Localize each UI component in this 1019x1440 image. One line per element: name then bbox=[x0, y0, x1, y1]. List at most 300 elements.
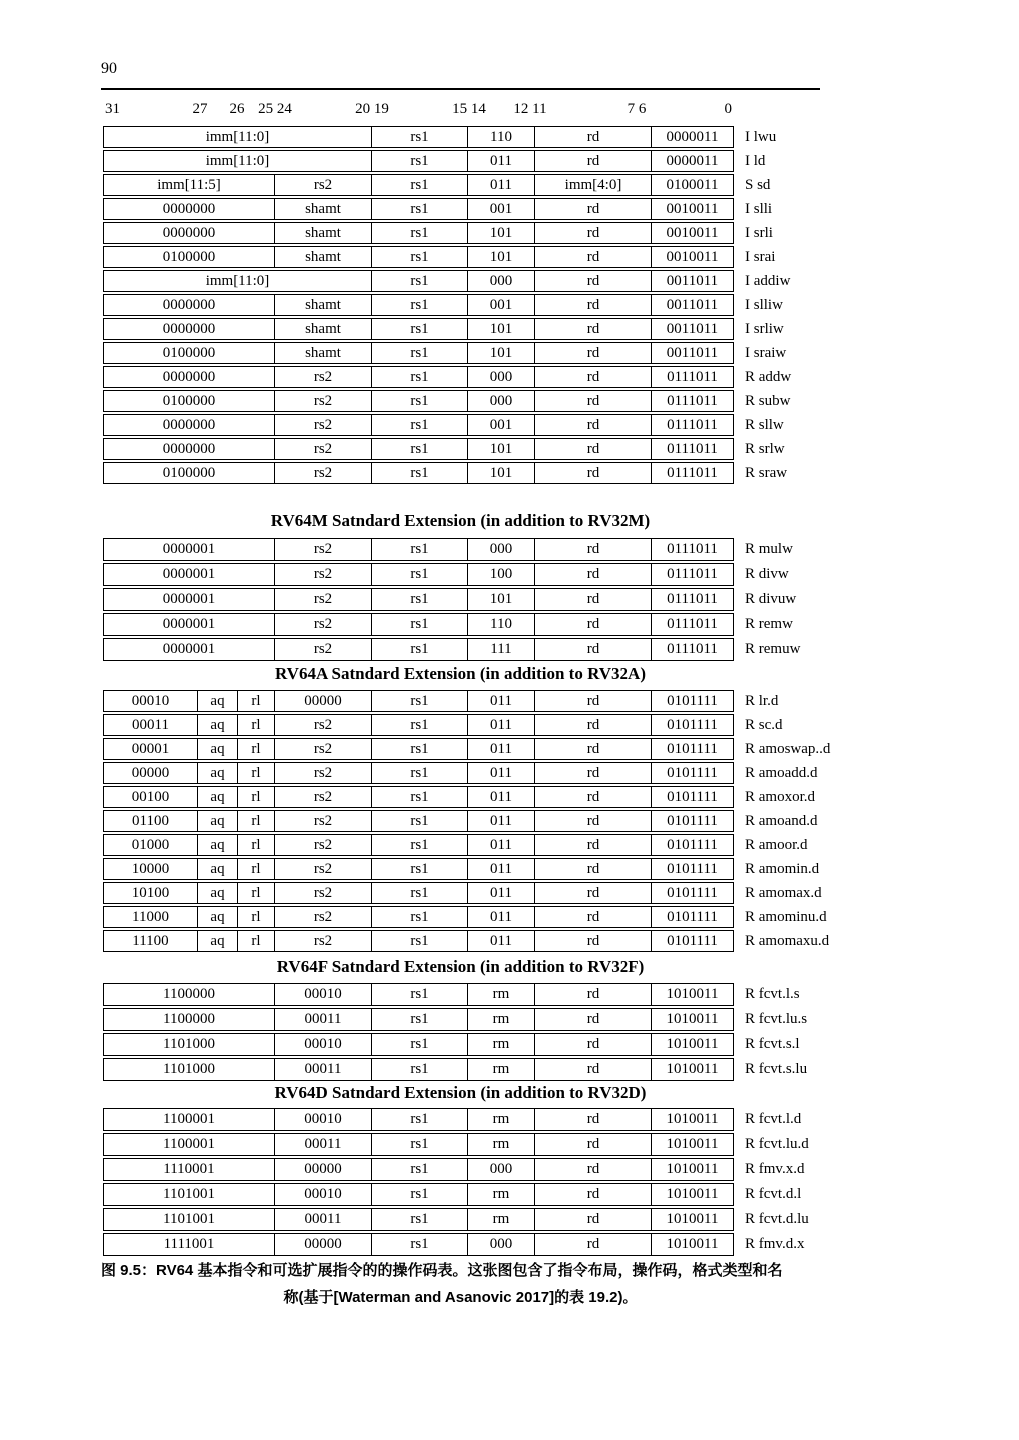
field-cell: rs1 bbox=[372, 810, 468, 832]
field-cell: rs1 bbox=[372, 390, 468, 412]
field-cell: 00010 bbox=[275, 1183, 372, 1206]
instruction-row bbox=[103, 588, 954, 611]
instruction-label: R fcvt.l.s bbox=[745, 986, 800, 1002]
field-cell: aq bbox=[198, 714, 238, 736]
field-cell: 101 bbox=[468, 588, 535, 611]
field-cell: 110 bbox=[468, 613, 535, 636]
field-cell: rd bbox=[535, 1233, 652, 1256]
field-cell: rs2 bbox=[275, 786, 372, 808]
instruction-row bbox=[103, 1008, 954, 1031]
instruction-label: I srai bbox=[745, 248, 776, 265]
instruction-row bbox=[103, 738, 954, 760]
field-cell: 00011 bbox=[275, 1208, 372, 1231]
field-cell: rs1 bbox=[372, 588, 468, 611]
field-cell: 0000001 bbox=[103, 588, 275, 611]
field-cell: 0101111 bbox=[652, 738, 734, 760]
instruction-row bbox=[103, 390, 954, 412]
field-cell: imm[11:5] bbox=[103, 174, 275, 196]
field-cell: rs2 bbox=[275, 366, 372, 388]
field-cell: rs1 bbox=[372, 270, 468, 292]
field-cell: rm bbox=[468, 1133, 535, 1156]
instruction-row bbox=[103, 1108, 954, 1131]
field-cell: shamt bbox=[275, 222, 372, 244]
instruction-label: R fcvt.lu.s bbox=[745, 1011, 808, 1027]
field-cell: rs2 bbox=[275, 638, 372, 661]
instruction-label: R amoand.d bbox=[745, 812, 818, 829]
field-cell: rl bbox=[238, 714, 275, 736]
instruction-row bbox=[103, 1133, 954, 1156]
field-cell: 0000001 bbox=[103, 563, 275, 586]
field-cell: 101 bbox=[468, 462, 535, 484]
field-cell: rs2 bbox=[275, 174, 372, 196]
field-cell: 1101001 bbox=[103, 1208, 275, 1231]
field-cell: 000 bbox=[468, 270, 535, 292]
instruction-label: R amomaxu.d bbox=[745, 932, 830, 949]
field-cell: rs1 bbox=[372, 414, 468, 436]
field-cell: 0111011 bbox=[652, 538, 734, 561]
instruction-label: I srli bbox=[745, 224, 773, 241]
field-cell: 101 bbox=[468, 438, 535, 460]
field-cell: aq bbox=[198, 834, 238, 856]
instruction-label: R divw bbox=[745, 566, 789, 582]
field-cell: 1101000 bbox=[103, 1058, 275, 1081]
field-cell: rs1 bbox=[372, 438, 468, 460]
field-cell: rm bbox=[468, 1058, 535, 1081]
field-cell: 00010 bbox=[275, 1108, 372, 1131]
field-cell: rs2 bbox=[275, 930, 372, 952]
instruction-row bbox=[103, 246, 954, 268]
field-cell: 0101111 bbox=[652, 810, 734, 832]
bit-label-15-14: 15 14 bbox=[452, 101, 486, 117]
instruction-row bbox=[103, 438, 954, 460]
field-cell: rd bbox=[535, 390, 652, 412]
field-cell: 00000 bbox=[103, 762, 198, 784]
instruction-row bbox=[103, 1058, 954, 1081]
instruction-row bbox=[103, 1033, 954, 1056]
bit-position-header bbox=[103, 101, 734, 123]
instruction-label: S sd bbox=[745, 176, 771, 193]
instruction-row bbox=[103, 462, 954, 484]
section-title-rv64m: RV64M Satndard Extension (in addition to RV32M) bbox=[270, 511, 651, 530]
field-cell: imm[11:0] bbox=[103, 126, 372, 148]
field-cell: 0010011 bbox=[652, 222, 734, 244]
instruction-label: R sc.d bbox=[745, 716, 783, 733]
figure-caption bbox=[101, 1259, 820, 1310]
header-rule bbox=[101, 88, 820, 90]
field-cell: aq bbox=[198, 738, 238, 760]
instruction-row bbox=[103, 762, 954, 784]
instruction-label: R mulw bbox=[745, 541, 793, 557]
instruction-label: R srlw bbox=[745, 440, 785, 457]
field-cell: rd bbox=[535, 638, 652, 661]
field-cell: rs1 bbox=[372, 983, 468, 1006]
field-cell: rs1 bbox=[372, 906, 468, 928]
field-cell: 001 bbox=[468, 294, 535, 316]
field-cell: rs1 bbox=[372, 834, 468, 856]
field-cell: rl bbox=[238, 906, 275, 928]
field-cell: 0101111 bbox=[652, 834, 734, 856]
field-cell: imm[11:0] bbox=[103, 150, 372, 172]
field-cell: 0000001 bbox=[103, 538, 275, 561]
field-cell: rs1 bbox=[372, 294, 468, 316]
instruction-label: R remuw bbox=[745, 641, 801, 657]
field-cell: 0011011 bbox=[652, 342, 734, 364]
field-cell: rs2 bbox=[275, 762, 372, 784]
bit-label-12-11: 12 11 bbox=[513, 101, 547, 117]
field-cell: rs1 bbox=[372, 126, 468, 148]
field-cell: 000 bbox=[468, 1233, 535, 1256]
field-cell: 0111011 bbox=[652, 438, 734, 460]
field-cell: rd bbox=[535, 613, 652, 636]
field-cell: rs1 bbox=[372, 1033, 468, 1056]
instruction-row bbox=[103, 1208, 954, 1231]
field-cell: rm bbox=[468, 1208, 535, 1231]
field-cell: rd bbox=[535, 1183, 652, 1206]
field-cell: 0101111 bbox=[652, 786, 734, 808]
field-cell: rs2 bbox=[275, 858, 372, 880]
bit-label-20-19: 20 19 bbox=[355, 101, 389, 117]
field-cell: rs1 bbox=[372, 150, 468, 172]
field-cell: shamt bbox=[275, 342, 372, 364]
field-cell: 0011011 bbox=[652, 270, 734, 292]
field-cell: 00010 bbox=[275, 983, 372, 1006]
instruction-label: I lwu bbox=[745, 128, 777, 145]
instruction-row bbox=[103, 150, 954, 172]
field-cell: rs1 bbox=[372, 690, 468, 712]
field-cell: rm bbox=[468, 1008, 535, 1031]
field-cell: 1110001 bbox=[103, 1158, 275, 1181]
instruction-row bbox=[103, 906, 954, 928]
instruction-label: I sraiw bbox=[745, 344, 787, 361]
field-cell: 0101111 bbox=[652, 882, 734, 904]
field-cell: rd bbox=[535, 318, 652, 340]
field-cell: 0011011 bbox=[652, 318, 734, 340]
field-cell: rd bbox=[535, 834, 652, 856]
field-cell: 01100 bbox=[103, 810, 198, 832]
field-cell: rd bbox=[535, 342, 652, 364]
field-cell: 00010 bbox=[275, 1033, 372, 1056]
instruction-row bbox=[103, 366, 954, 388]
field-cell: 0100011 bbox=[652, 174, 734, 196]
field-cell: 0100000 bbox=[103, 390, 275, 412]
field-cell: rl bbox=[238, 738, 275, 760]
field-cell: rs1 bbox=[372, 366, 468, 388]
instruction-label: R lr.d bbox=[745, 692, 779, 709]
field-cell: rs1 bbox=[372, 882, 468, 904]
field-cell: 101 bbox=[468, 222, 535, 244]
base-instruction-table bbox=[103, 126, 954, 486]
field-cell: 011 bbox=[468, 930, 535, 952]
instruction-label: R subw bbox=[745, 392, 791, 409]
instruction-label: I slliw bbox=[745, 296, 783, 313]
field-cell: rd bbox=[535, 563, 652, 586]
field-cell: 011 bbox=[468, 738, 535, 760]
field-cell: rd bbox=[535, 538, 652, 561]
field-cell: 1101000 bbox=[103, 1033, 275, 1056]
field-cell: 00011 bbox=[103, 714, 198, 736]
field-cell: 1010011 bbox=[652, 1208, 734, 1231]
field-cell: 001 bbox=[468, 198, 535, 220]
instruction-row bbox=[103, 563, 954, 586]
field-cell: rd bbox=[535, 246, 652, 268]
field-cell: 0000000 bbox=[103, 318, 275, 340]
field-cell: 0111011 bbox=[652, 638, 734, 661]
bit-label-27: 27 bbox=[192, 101, 208, 117]
field-cell: 0101111 bbox=[652, 858, 734, 880]
field-cell: rs1 bbox=[372, 1208, 468, 1231]
instruction-label: R amoxor.d bbox=[745, 788, 815, 805]
field-cell: 000 bbox=[468, 366, 535, 388]
field-cell: 11100 bbox=[103, 930, 198, 952]
field-cell: aq bbox=[198, 690, 238, 712]
instruction-label: R fmv.x.d bbox=[745, 1161, 805, 1177]
instruction-label: R divuw bbox=[745, 591, 797, 607]
field-cell: 0111011 bbox=[652, 563, 734, 586]
field-cell: imm[4:0] bbox=[535, 174, 652, 196]
field-cell: 101 bbox=[468, 318, 535, 340]
instruction-row bbox=[103, 414, 954, 436]
field-cell: rd bbox=[535, 690, 652, 712]
field-cell: 0100000 bbox=[103, 246, 275, 268]
field-cell: 000 bbox=[468, 1158, 535, 1181]
field-cell: rs1 bbox=[372, 1108, 468, 1131]
field-cell: rs1 bbox=[372, 762, 468, 784]
field-cell: 011 bbox=[468, 714, 535, 736]
field-cell: rs1 bbox=[372, 1158, 468, 1181]
field-cell: shamt bbox=[275, 198, 372, 220]
instruction-label: R fcvt.d.l bbox=[745, 1186, 802, 1202]
field-cell: 00011 bbox=[275, 1058, 372, 1081]
instruction-row bbox=[103, 638, 954, 661]
instruction-label: R fcvt.d.lu bbox=[745, 1211, 809, 1227]
field-cell: aq bbox=[198, 882, 238, 904]
field-cell: 000 bbox=[468, 538, 535, 561]
field-cell: 0111011 bbox=[652, 414, 734, 436]
field-cell: 0111011 bbox=[652, 588, 734, 611]
field-cell: 0000001 bbox=[103, 638, 275, 661]
instruction-label: R amominu.d bbox=[745, 908, 827, 925]
field-cell: rs1 bbox=[372, 1133, 468, 1156]
field-cell: 011 bbox=[468, 150, 535, 172]
instruction-label: R fmv.d.x bbox=[745, 1236, 805, 1252]
field-cell: 1010011 bbox=[652, 1183, 734, 1206]
field-cell: rs1 bbox=[372, 538, 468, 561]
field-cell: rs2 bbox=[275, 588, 372, 611]
field-cell: 0011011 bbox=[652, 294, 734, 316]
instruction-row bbox=[103, 538, 954, 561]
instruction-row bbox=[103, 810, 954, 832]
field-cell: rs1 bbox=[372, 342, 468, 364]
instruction-label: I addiw bbox=[745, 272, 791, 289]
instruction-row bbox=[103, 198, 954, 220]
field-cell: rd bbox=[535, 198, 652, 220]
field-cell: 0000001 bbox=[103, 613, 275, 636]
field-cell: rl bbox=[238, 810, 275, 832]
field-cell: 00000 bbox=[275, 1158, 372, 1181]
field-cell: rd bbox=[535, 882, 652, 904]
field-cell: 1101001 bbox=[103, 1183, 275, 1206]
field-cell: rs2 bbox=[275, 563, 372, 586]
field-cell: 001 bbox=[468, 414, 535, 436]
field-cell: rl bbox=[238, 930, 275, 952]
instruction-label: R amomax.d bbox=[745, 884, 822, 901]
field-cell: rs2 bbox=[275, 414, 372, 436]
field-cell: rs2 bbox=[275, 613, 372, 636]
field-cell: 10100 bbox=[103, 882, 198, 904]
instruction-label: R fcvt.s.lu bbox=[745, 1061, 808, 1077]
field-cell: 011 bbox=[468, 174, 535, 196]
instruction-row bbox=[103, 714, 954, 736]
field-cell: 011 bbox=[468, 906, 535, 928]
field-cell: rs1 bbox=[372, 1008, 468, 1031]
field-cell: rs1 bbox=[372, 222, 468, 244]
field-cell: 1010011 bbox=[652, 1233, 734, 1256]
field-cell: 011 bbox=[468, 858, 535, 880]
instruction-row bbox=[103, 983, 954, 1006]
field-cell: rs2 bbox=[275, 834, 372, 856]
instruction-row bbox=[103, 318, 954, 340]
instruction-row bbox=[103, 1233, 954, 1256]
field-cell: rs2 bbox=[275, 538, 372, 561]
field-cell: rd bbox=[535, 588, 652, 611]
field-cell: rl bbox=[238, 786, 275, 808]
field-cell: 1100000 bbox=[103, 983, 275, 1006]
field-cell: rs1 bbox=[372, 318, 468, 340]
section-title-rv64d: RV64D Satndard Extension (in addition to RV32D) bbox=[274, 1083, 647, 1102]
field-cell: rs1 bbox=[372, 462, 468, 484]
field-cell: 0101111 bbox=[652, 930, 734, 952]
rv64a-table bbox=[103, 690, 954, 954]
instruction-row bbox=[103, 126, 954, 148]
field-cell: rm bbox=[468, 1183, 535, 1206]
field-cell: rd bbox=[535, 1208, 652, 1231]
field-cell: 011 bbox=[468, 810, 535, 832]
instruction-row bbox=[103, 1158, 954, 1181]
field-cell: rd bbox=[535, 786, 652, 808]
field-cell: rs1 bbox=[372, 198, 468, 220]
field-cell: rs1 bbox=[372, 174, 468, 196]
field-cell: 0111011 bbox=[652, 390, 734, 412]
field-cell: rs1 bbox=[372, 714, 468, 736]
field-cell: rd bbox=[535, 150, 652, 172]
rv64d-table bbox=[103, 1108, 954, 1258]
field-cell: rm bbox=[468, 1033, 535, 1056]
field-cell: aq bbox=[198, 930, 238, 952]
field-cell: 00011 bbox=[275, 1008, 372, 1031]
instruction-row bbox=[103, 1183, 954, 1206]
field-cell: 011 bbox=[468, 882, 535, 904]
rv64f-table bbox=[103, 983, 954, 1083]
field-cell: 00100 bbox=[103, 786, 198, 808]
field-cell: rd bbox=[535, 438, 652, 460]
section-title-rv64a: RV64A Satndard Extension (in addition to RV32A) bbox=[275, 664, 646, 683]
field-cell: rd bbox=[535, 366, 652, 388]
instruction-label: R fcvt.s.l bbox=[745, 1036, 800, 1052]
instruction-row bbox=[103, 690, 954, 712]
instruction-row bbox=[103, 613, 954, 636]
field-cell: rl bbox=[238, 834, 275, 856]
field-cell: 00000 bbox=[275, 1233, 372, 1256]
field-cell: rd bbox=[535, 906, 652, 928]
field-cell: rs1 bbox=[372, 858, 468, 880]
field-cell: rs2 bbox=[275, 714, 372, 736]
field-cell: rs2 bbox=[275, 906, 372, 928]
field-cell: rd bbox=[535, 1133, 652, 1156]
field-cell: rm bbox=[468, 1108, 535, 1131]
field-cell: imm[11:0] bbox=[103, 270, 372, 292]
field-cell: 11000 bbox=[103, 906, 198, 928]
field-cell: 1111001 bbox=[103, 1233, 275, 1256]
field-cell: 0000000 bbox=[103, 198, 275, 220]
field-cell: rs2 bbox=[275, 462, 372, 484]
field-cell: 111 bbox=[468, 638, 535, 661]
field-cell: rs1 bbox=[372, 246, 468, 268]
instruction-row bbox=[103, 342, 954, 364]
field-cell: 101 bbox=[468, 342, 535, 364]
instruction-label: R sllw bbox=[745, 416, 784, 433]
field-cell: 00000 bbox=[275, 690, 372, 712]
field-cell: 000 bbox=[468, 390, 535, 412]
field-cell: rs1 bbox=[372, 738, 468, 760]
field-cell: 10000 bbox=[103, 858, 198, 880]
field-cell: rl bbox=[238, 762, 275, 784]
field-cell: rd bbox=[535, 930, 652, 952]
field-cell: rs2 bbox=[275, 438, 372, 460]
field-cell: 0111011 bbox=[652, 462, 734, 484]
field-cell: 00001 bbox=[103, 738, 198, 760]
instruction-row bbox=[103, 294, 954, 316]
field-cell: 0101111 bbox=[652, 690, 734, 712]
instruction-label: R sraw bbox=[745, 464, 788, 481]
field-cell: 00010 bbox=[103, 690, 198, 712]
field-cell: rd bbox=[535, 1008, 652, 1031]
field-cell: 1010011 bbox=[652, 1058, 734, 1081]
instruction-label: R amoswap..d bbox=[745, 740, 831, 757]
field-cell: rd bbox=[535, 414, 652, 436]
instruction-row bbox=[103, 174, 954, 196]
field-cell: shamt bbox=[275, 318, 372, 340]
field-cell: rs1 bbox=[372, 1183, 468, 1206]
field-cell: rs1 bbox=[372, 1233, 468, 1256]
field-cell: 0100000 bbox=[103, 462, 275, 484]
instruction-label: I ld bbox=[745, 152, 766, 169]
field-cell: 011 bbox=[468, 786, 535, 808]
field-cell: 1010011 bbox=[652, 983, 734, 1006]
field-cell: rm bbox=[468, 983, 535, 1006]
field-cell: rd bbox=[535, 462, 652, 484]
field-cell: rd bbox=[535, 1158, 652, 1181]
field-cell: shamt bbox=[275, 294, 372, 316]
instruction-label: R fcvt.l.d bbox=[745, 1111, 802, 1127]
caption-line-2: 称(基于[Waterman and Asanovic 2017]的表 19.2)。 bbox=[283, 1289, 638, 1306]
field-cell: rs1 bbox=[372, 930, 468, 952]
instruction-label: R remw bbox=[745, 616, 793, 632]
instruction-label: R addw bbox=[745, 368, 792, 385]
bit-label-31: 31 bbox=[105, 101, 120, 117]
field-cell: 0010011 bbox=[652, 198, 734, 220]
field-cell: rd bbox=[535, 983, 652, 1006]
instruction-label: R fcvt.lu.d bbox=[745, 1136, 809, 1152]
instruction-row bbox=[103, 882, 954, 904]
instruction-label: I slli bbox=[745, 200, 773, 217]
field-cell: rd bbox=[535, 1058, 652, 1081]
page-number: 90 bbox=[101, 60, 117, 77]
field-cell: 101 bbox=[468, 246, 535, 268]
section-title-rv64f: RV64F Satndard Extension (in addition to RV32F) bbox=[276, 957, 645, 976]
field-cell: rd bbox=[535, 270, 652, 292]
instruction-row bbox=[103, 786, 954, 808]
field-cell: 0000000 bbox=[103, 366, 275, 388]
